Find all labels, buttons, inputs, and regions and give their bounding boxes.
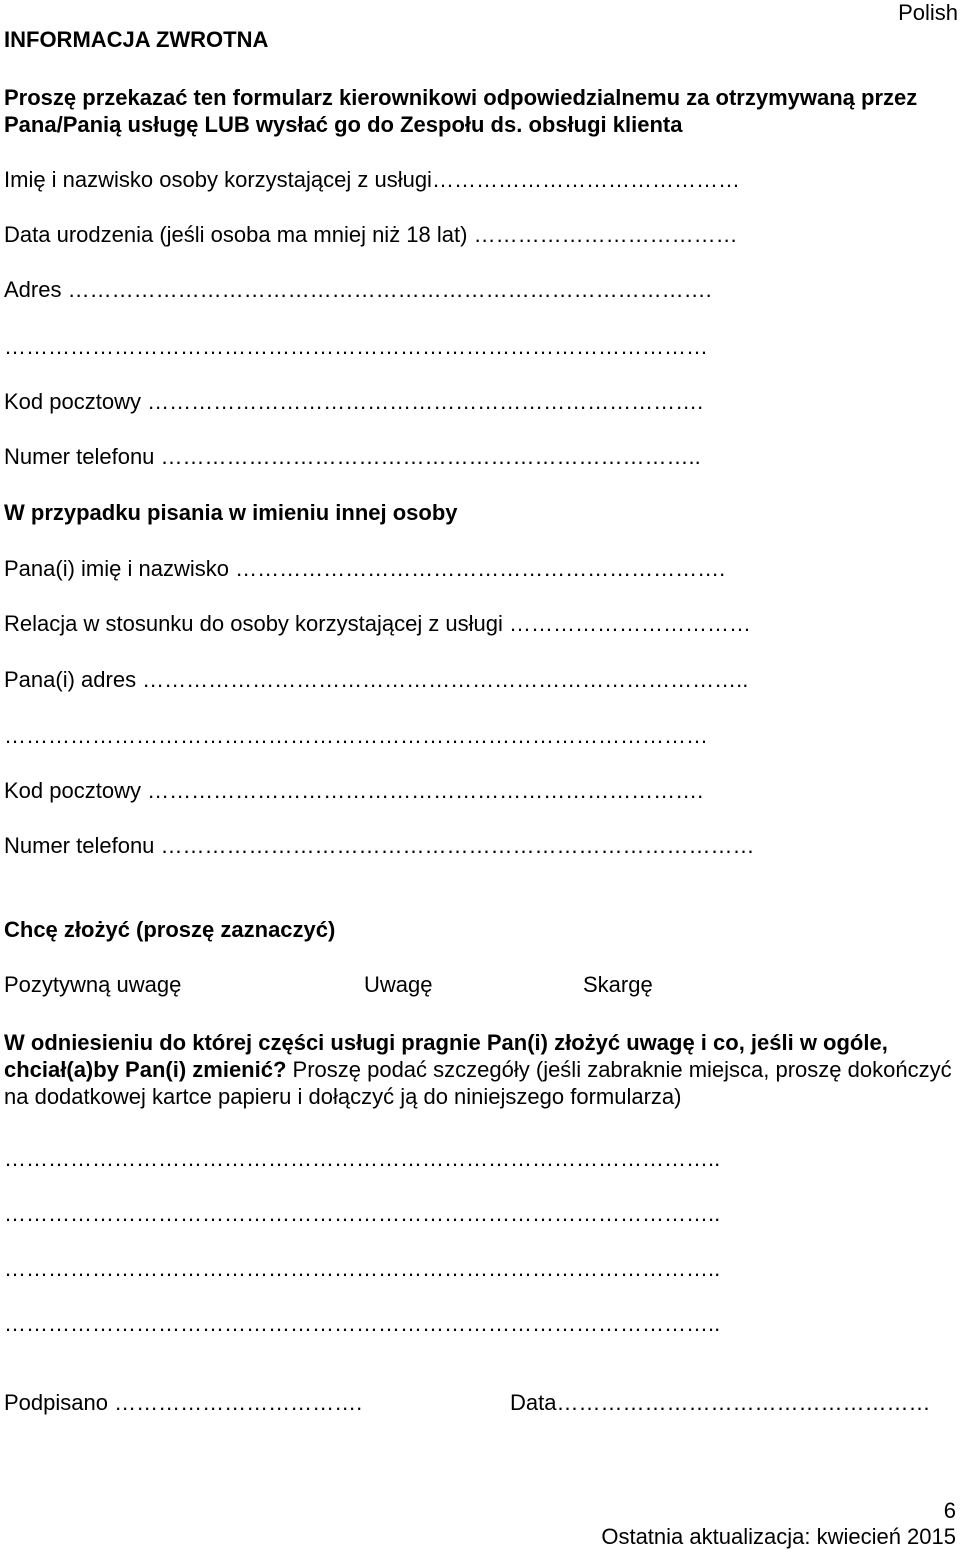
intro-instructions: Proszę przekazać ten formularz kierownikowi odpowiedzialnemu za otrzymywaną przez Pana/Panią usługę LUB wysłać go do Zespołu ds. obsługi klienta	[4, 85, 918, 137]
answer-line[interactable]: ……………………………………………………………………………………..	[4, 1146, 721, 1171]
your-phone-field[interactable]: Numer telefonu ………………………………………………………………………	[4, 833, 755, 858]
feedback-question	[4, 1029, 956, 1110]
option-complaint[interactable]: Skargę	[583, 972, 653, 997]
language-label: Polish	[898, 0, 958, 25]
last-updated: Ostatnia aktualizacja: kwiecień 2015	[601, 1524, 956, 1549]
option-comment[interactable]: Uwagę	[364, 972, 433, 997]
form-title: INFORMACJA ZWROTNA	[4, 27, 269, 52]
feedback-question-details: Proszę podać szczegóły (jeśli zabraknie miejsca, proszę dokończyć na dodatkowej kartce papieru i dołączyć ją do niniejszego formularza)	[4, 1057, 952, 1109]
section-heading-on-behalf: W przypadku pisania w imieniu innej osoby	[4, 500, 458, 525]
phone-field[interactable]: Numer telefonu ………………………………………………………………..	[4, 444, 701, 469]
your-postcode-field[interactable]: Kod pocztowy ………………………………………………………………….	[4, 778, 704, 803]
your-address-field-line2[interactable]: ……………………………………………………………………………………	[4, 723, 708, 748]
answer-line[interactable]: ……………………………………………………………………………………..	[4, 1201, 721, 1226]
dob-field[interactable]: Data urodzenia (jeśli osoba ma mniej niż 18 lat) ………………………………	[4, 222, 738, 247]
address-field[interactable]: Adres …………………………………………………………………………….	[4, 277, 712, 302]
your-address-field[interactable]: Pana(i) adres ………………………………………………………………………..	[4, 667, 749, 692]
page-number: 6	[943, 1498, 956, 1523]
signature-field[interactable]: Podpisano …………………………….	[4, 1390, 363, 1415]
option-positive-feedback[interactable]: Pozytywną uwagę	[4, 972, 182, 997]
feedback-question-bold: W odniesieniu do której części usługi pragnie Pan(i) złożyć uwagę i co, jeśli w ogóle, chciał(a)by Pan(i) zmienić?	[4, 1030, 888, 1082]
relation-field[interactable]: Relacja w stosunku do osoby korzystającej z usługi ……………………………	[4, 611, 752, 636]
name-field[interactable]: Imię i nazwisko osoby korzystającej z usługi……………………………………	[4, 167, 740, 192]
address-field-line2[interactable]: ……………………………………………………………………………………	[4, 334, 708, 359]
your-name-field[interactable]: Pana(i) imię i nazwisko ………………………………………………………….	[4, 556, 726, 581]
postcode-field[interactable]: Kod pocztowy ………………………………………………………………….	[4, 389, 704, 414]
choice-heading: Chcę złożyć (proszę zaznaczyć)	[4, 917, 336, 942]
date-field[interactable]: Data……………………………………………	[510, 1390, 931, 1415]
answer-line[interactable]: ……………………………………………………………………………………..	[4, 1311, 721, 1336]
answer-line[interactable]: ……………………………………………………………………………………..	[4, 1256, 721, 1281]
